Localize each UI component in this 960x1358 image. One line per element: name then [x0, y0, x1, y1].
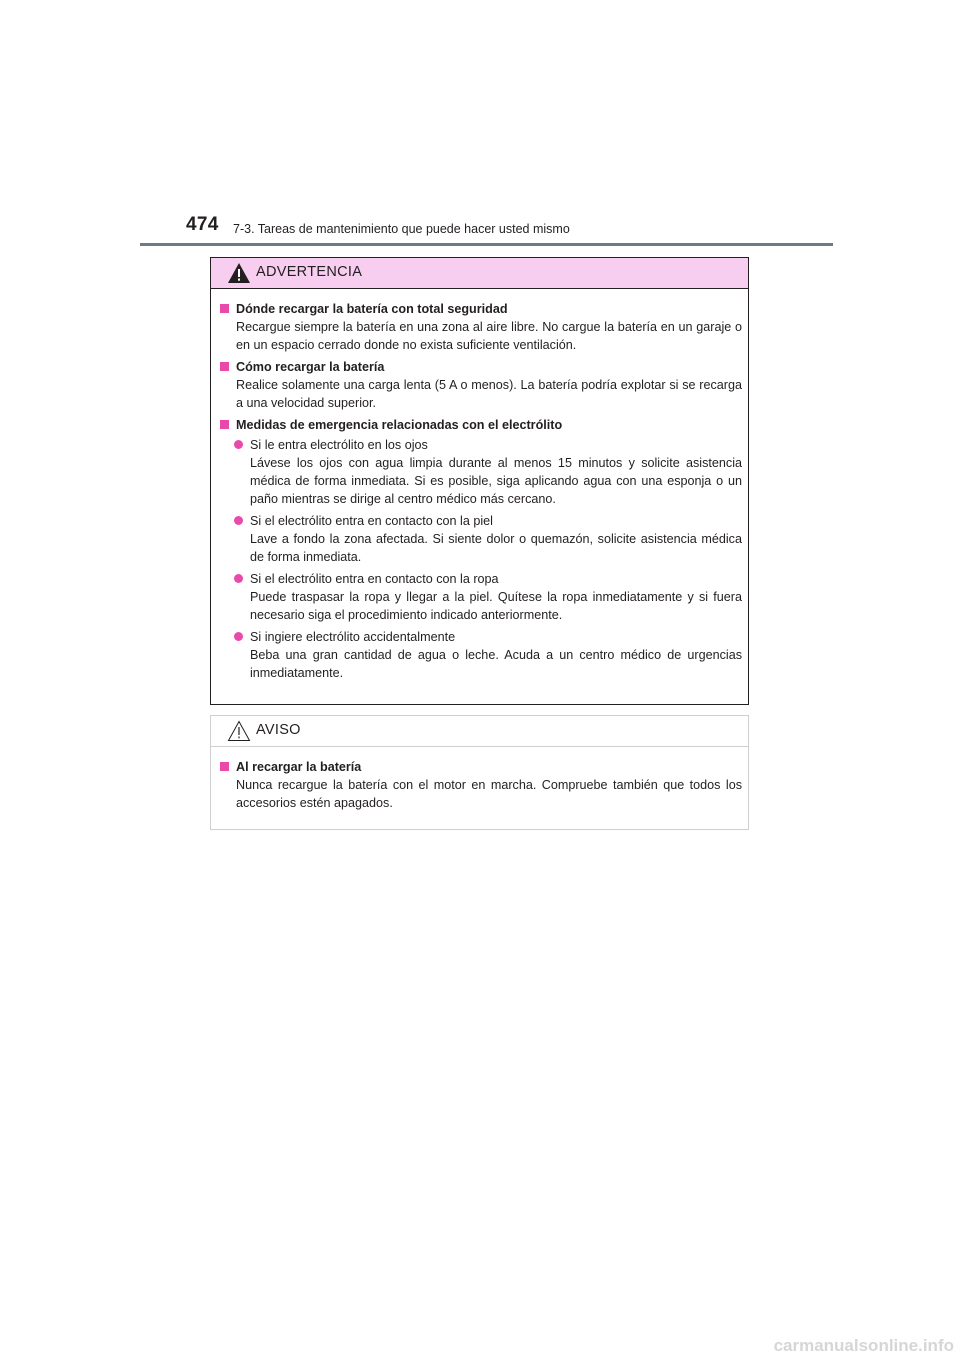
page-header [186, 214, 836, 244]
subitem-text: Lave a fondo la zona afectada. Si siente dolor o quemazón, solicite asistencia médica de forma inmediata. [250, 532, 742, 564]
item-title: Medidas de emergencia relacionadas con el electrólito [236, 418, 563, 432]
circle-bullet-icon [234, 440, 243, 449]
notice-item-recharge [218, 758, 742, 812]
watermark-text: carmanualsonline.info [773, 1336, 954, 1355]
notice-label: AVISO [256, 722, 301, 738]
subitem-text: Beba una gran cantidad de agua o leche. Acuda a un centro médico de urgencias inmediatamente. [250, 648, 742, 680]
item-text: Recargue siempre la batería en una zona al aire libre. No cargue la batería en un garaje o en un espacio cerrado donde no exista suficiente ventilación. [236, 320, 742, 352]
square-bullet-icon [220, 762, 229, 771]
subitem-ingestion [232, 628, 742, 682]
page-number: 474 [186, 214, 219, 235]
square-bullet-icon [220, 304, 229, 313]
watermark-logo [690, 1336, 954, 1356]
section-title: 7-3. Tareas de mantenimiento que puede hacer usted mismo [233, 222, 570, 236]
square-bullet-icon [220, 420, 229, 429]
warning-item-charge-location [218, 300, 742, 354]
subitem-text: Lávese los ojos con agua limpia durante al menos 15 minutos y solicite asistencia médica de forma inmediata. Si es posible, siga aplicando agua con una esponja o un paño mientras se dirige al centro médico más cercano. [250, 456, 742, 506]
notice-body [211, 747, 748, 812]
item-text: Nunca recargue la batería con el motor en marcha. Compruebe también que todos los accesorios estén apagados. [236, 778, 742, 810]
item-title: Dónde recargar la batería con total seguridad [236, 302, 508, 316]
subitem-clothing [232, 570, 742, 624]
warning-box [210, 257, 749, 705]
square-bullet-icon [220, 362, 229, 371]
warning-item-how-to-charge [218, 358, 742, 412]
subitem-title: Si le entra electrólito en los ojos [250, 438, 428, 452]
circle-bullet-icon [234, 632, 243, 641]
item-text: Realice solamente una carga lenta (5 A o menos). La batería podría explotar si se recarga a una velocidad superior. [236, 378, 742, 410]
subitem-title: Si ingiere electrólito accidentalmente [250, 630, 456, 644]
warning-header [211, 258, 748, 289]
subitem-skin [232, 512, 742, 566]
subitem-title: Si el electrólito entra en contacto con la ropa [250, 572, 499, 586]
warning-label: ADVERTENCIA [256, 264, 363, 280]
warning-body [211, 289, 748, 682]
notice-box [210, 715, 749, 830]
emergency-subitems [218, 436, 742, 682]
circle-bullet-icon [234, 516, 243, 525]
circle-bullet-icon [234, 574, 243, 583]
notice-header [211, 716, 748, 747]
subitem-eyes [232, 436, 742, 508]
item-title: Al recargar la batería [236, 760, 362, 774]
item-title: Cómo recargar la batería [236, 360, 385, 374]
warning-item-emergency [218, 416, 742, 682]
subitem-title: Si el electrólito entra en contacto con la piel [250, 514, 493, 528]
header-rule [140, 243, 833, 246]
warning-triangle-filled-icon [227, 262, 251, 284]
subitem-text: Puede traspasar la ropa y llegar a la piel. Quítese la ropa inmediatamente y si fuera necesario siga el procedimiento indicado anteriormente. [250, 590, 742, 622]
warning-triangle-outline-icon [227, 720, 251, 742]
